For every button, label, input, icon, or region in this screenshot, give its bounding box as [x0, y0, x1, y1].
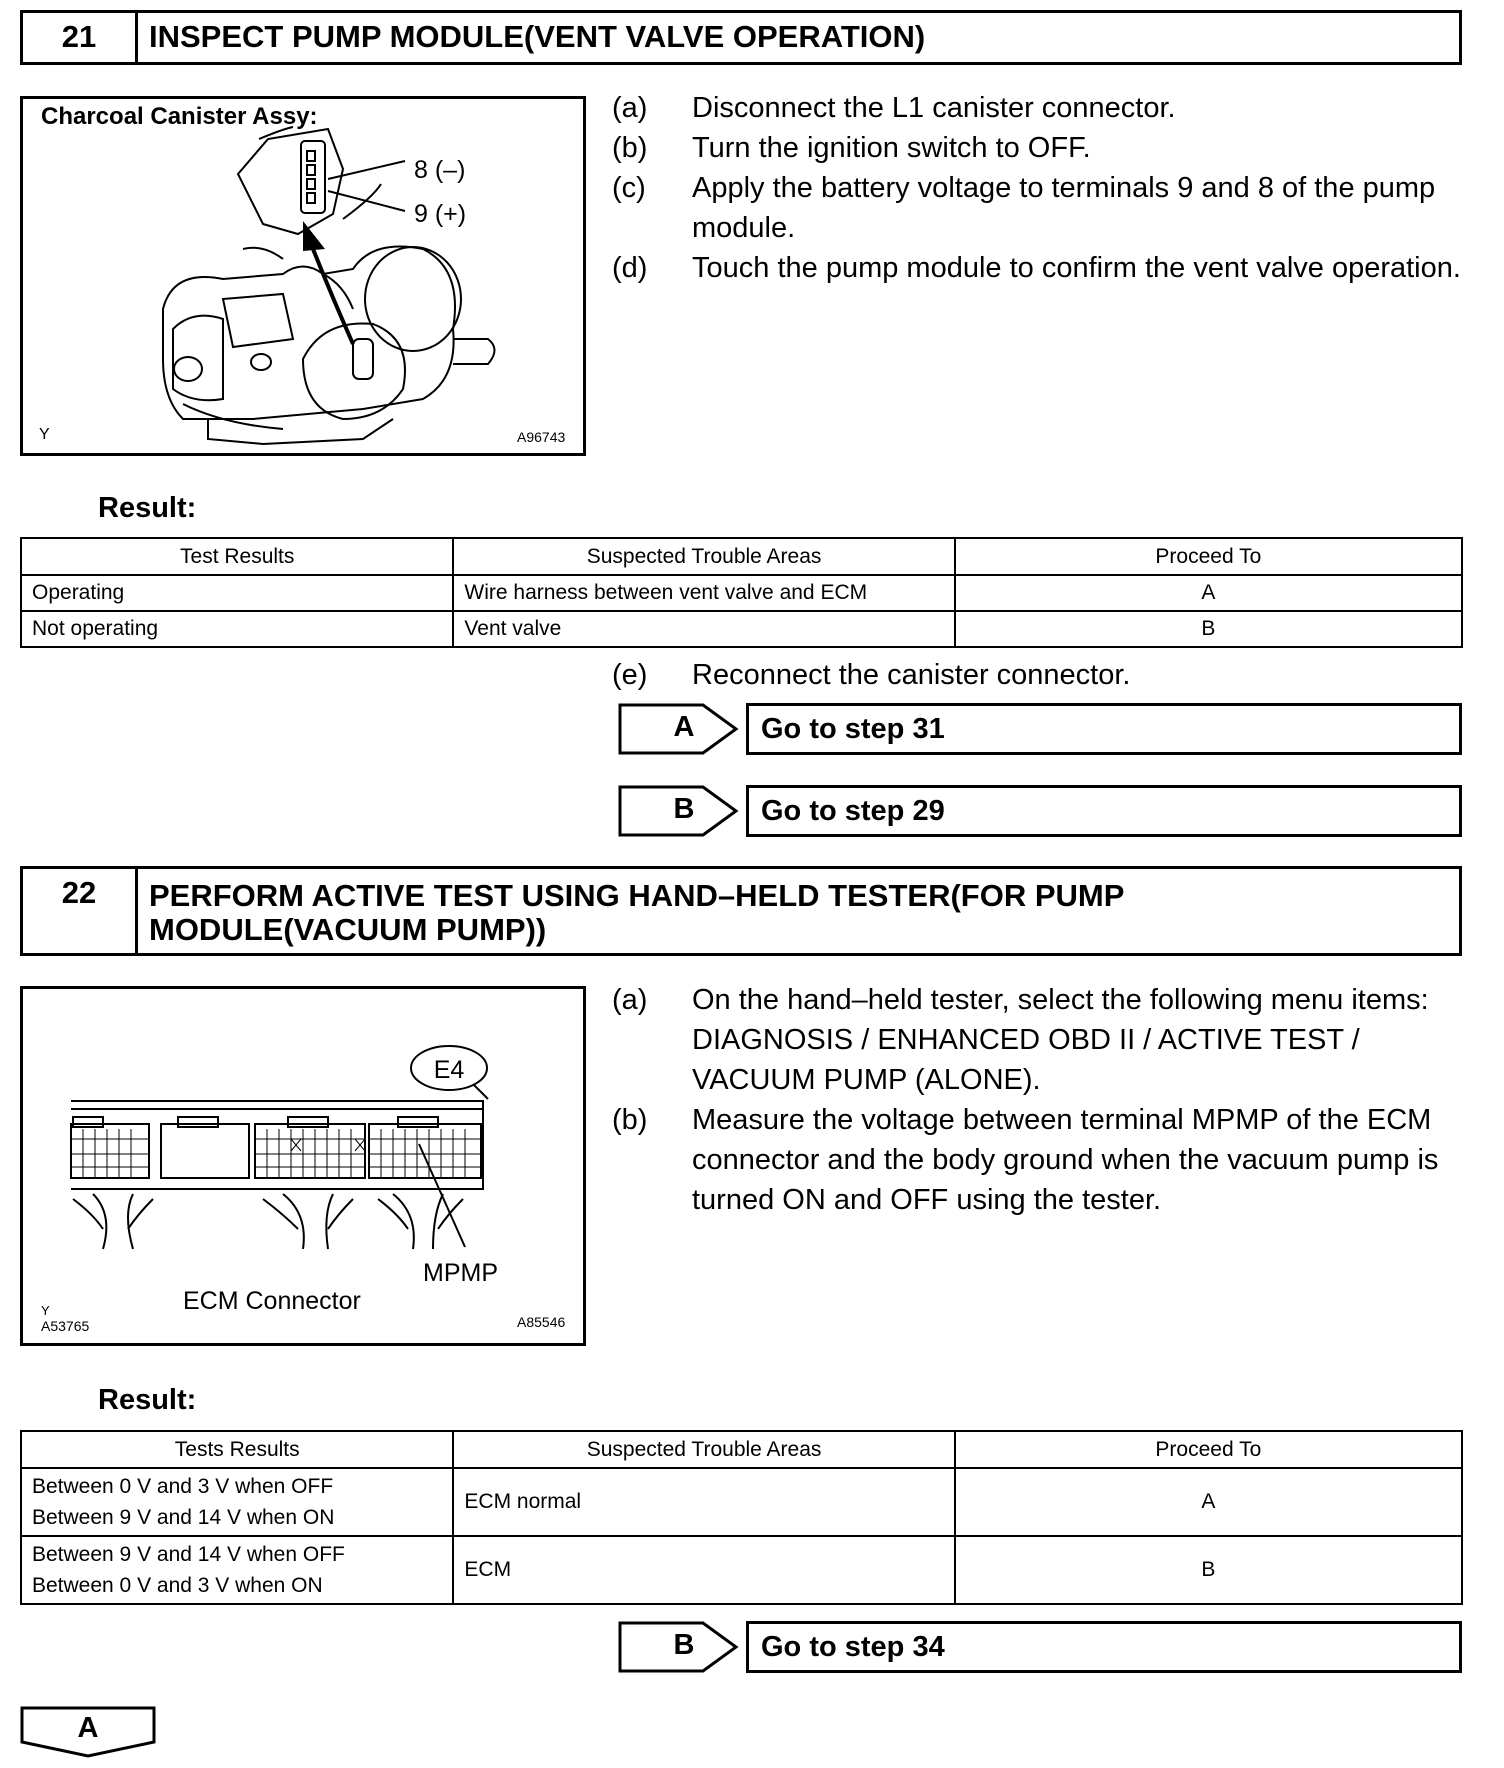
goto-letter: B — [673, 793, 695, 825]
step-21-header — [20, 10, 1462, 65]
table-cell: ECM normal — [453, 1468, 954, 1536]
step-title-line: MODULE(VACUUM PUMP)) — [149, 912, 547, 947]
goto-step-29-link[interactable] — [618, 785, 1463, 837]
figure-code: A53765 — [41, 1318, 90, 1334]
table-cell: B — [955, 611, 1462, 647]
reconnect-instruction — [612, 655, 1464, 695]
pin-label: MPMP — [423, 1259, 498, 1287]
instruction-text: Measure the voltage between terminal MPMP of the ECM connector and the body ground when the vacuum pump is turned ON and OFF using the tester. — [692, 1104, 1439, 1216]
instruction-label: (b) — [612, 132, 648, 164]
table-cell: Wire harness between vent valve and ECM — [453, 575, 954, 611]
goto-letter: A — [673, 711, 695, 743]
table-cell: A — [955, 1468, 1462, 1536]
goto-letter: B — [673, 1629, 695, 1661]
result-line: Between 9 V and 14 V when ON — [32, 1506, 335, 1529]
instruction-label: (b) — [612, 1104, 648, 1136]
table-row — [21, 1468, 1462, 1536]
instruction-item — [612, 168, 1464, 248]
ecm-connector-figure — [20, 986, 586, 1346]
figure-caption: ECM Connector — [183, 1287, 361, 1315]
terminal-8-label: 8 (–) — [414, 156, 466, 184]
figure-corner-mark: Y — [39, 426, 50, 443]
table-cell: Not operating — [21, 611, 453, 647]
column-header: Suspected Trouble Areas — [453, 538, 954, 575]
column-header: Proceed To — [955, 1431, 1462, 1468]
result-line: Between 9 V and 14 V when OFF — [32, 1543, 345, 1566]
figure-title: Charcoal Canister Assy: — [41, 103, 318, 130]
figure-code: A85546 — [517, 1314, 566, 1330]
figure-code: A96743 — [517, 429, 566, 445]
goto-text[interactable]: Go to step 29 — [746, 785, 1462, 837]
column-header: Tests Results — [21, 1431, 453, 1468]
instruction-text: Reconnect the canister connector. — [692, 659, 1131, 691]
instruction-label: (a) — [612, 984, 648, 1016]
step-21-instructions — [612, 88, 1464, 288]
table-row — [21, 1536, 1462, 1604]
goto-text[interactable]: Go to step 31 — [746, 703, 1462, 755]
step-number: 21 — [23, 13, 138, 62]
table-row — [21, 611, 1462, 647]
step-title-line: PERFORM ACTIVE TEST USING HAND–HELD TESTER(FOR PUMP — [149, 878, 1125, 913]
goto-step-31-link[interactable] — [618, 703, 1463, 755]
connector-tag: E4 — [433, 1056, 465, 1084]
table-header-row — [21, 538, 1462, 575]
goto-step-34-link[interactable] — [618, 1621, 1463, 1673]
instruction-text: On the hand–held tester, select the following menu items: DIAGNOSIS / ENHANCED OBD II / ACTIVE TEST / VACUUM PUMP (ALONE). — [692, 984, 1429, 1096]
instruction-text: Turn the ignition switch to OFF. — [692, 132, 1091, 164]
step-22-instructions — [612, 980, 1464, 1220]
figure-corner-mark: Y — [41, 1303, 50, 1318]
instruction-item — [612, 980, 1464, 1100]
step-title — [149, 879, 1451, 947]
table-cell: A — [955, 575, 1462, 611]
continue-tab-letter: A — [77, 1712, 99, 1744]
table-cell — [21, 1468, 453, 1536]
instruction-label: (d) — [612, 252, 648, 284]
instruction-text: Apply the battery voltage to terminals 9 and 8 of the pump module. — [692, 172, 1436, 244]
instruction-label: (c) — [612, 172, 646, 204]
column-header: Proceed To — [955, 538, 1462, 575]
result-table — [20, 537, 1463, 648]
instruction-text: Touch the pump module to confirm the vent valve operation. — [692, 252, 1461, 284]
result-table — [20, 1430, 1463, 1605]
column-header: Test Results — [21, 538, 453, 575]
instruction-item — [612, 248, 1464, 288]
canister-figure — [20, 96, 586, 456]
result-line: Between 0 V and 3 V when OFF — [32, 1475, 334, 1498]
table-cell: Operating — [21, 575, 453, 611]
instruction-item — [612, 128, 1464, 168]
result-label: Result: — [98, 1384, 197, 1416]
step-22-header — [20, 866, 1462, 956]
table-cell — [21, 1536, 453, 1604]
result-line: Between 0 V and 3 V when ON — [32, 1574, 323, 1597]
ecm-connector-illustration — [23, 989, 583, 1343]
result-label: Result: — [98, 492, 197, 524]
column-header: Suspected Trouble Areas — [453, 1431, 954, 1468]
goto-text[interactable]: Go to step 34 — [746, 1621, 1462, 1673]
table-row — [21, 575, 1462, 611]
table-header-row — [21, 1431, 1462, 1468]
instruction-text: Disconnect the L1 canister connector. — [692, 92, 1176, 124]
continue-tab-a[interactable] — [20, 1706, 156, 1758]
canister-illustration — [23, 99, 583, 453]
step-number: 22 — [23, 869, 138, 953]
instruction-item — [612, 1100, 1464, 1220]
terminal-9-label: 9 (+) — [414, 200, 467, 228]
table-cell: B — [955, 1536, 1462, 1604]
instruction-label: (a) — [612, 92, 648, 124]
instruction-item — [612, 655, 1464, 695]
instruction-item — [612, 88, 1464, 128]
table-cell: ECM — [453, 1536, 954, 1604]
step-title: INSPECT PUMP MODULE(VENT VALVE OPERATION) — [149, 19, 926, 54]
table-cell: Vent valve — [453, 611, 954, 647]
instruction-label: (e) — [612, 659, 648, 691]
